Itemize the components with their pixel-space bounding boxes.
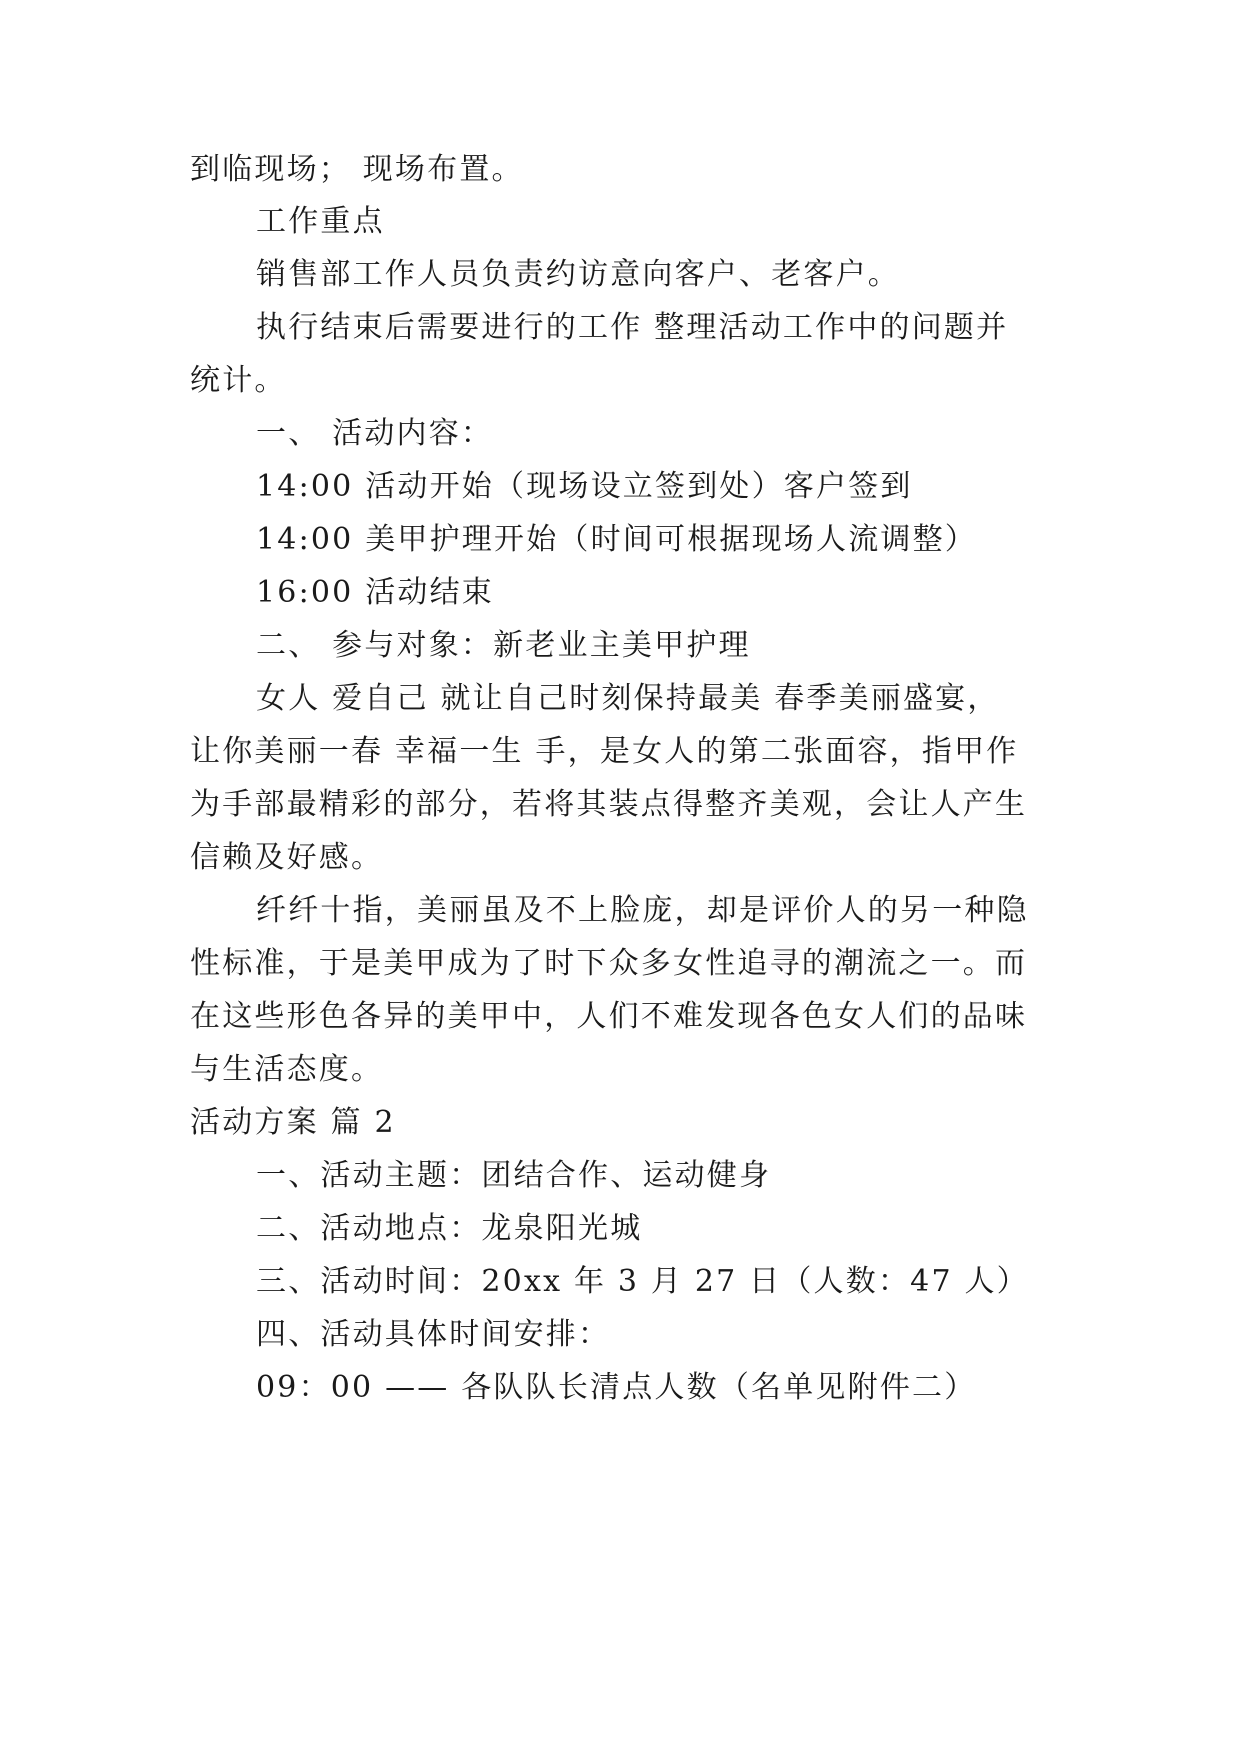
section-heading: 二、 参与对象：新老业主美甲护理 [256, 628, 751, 663]
text-line: 到临现场； 现场布置。 [190, 152, 524, 187]
text-line: 女人 爱自己 就让自己时刻保持最美 春季美丽盛宴， [256, 681, 1000, 716]
list-item: 三、活动时间：20xx 年 3 月 27 日（人数：47 人） [256, 1264, 1029, 1299]
text-line: 性标准，于是美甲成为了时下众多女性追寻的潮流之一。而 [190, 946, 1028, 981]
text-line: 在这些形色各异的美甲中，人们不难发现各色女人们的品味 [190, 999, 1028, 1034]
schedule-item: 09：00 —— 各队队长清点人数（名单见附件二） [256, 1370, 977, 1405]
text-line: 让你美丽一春 幸福一生 手，是女人的第二张面容，指甲作 [190, 734, 1019, 769]
list-item: 四、活动具体时间安排： [256, 1317, 611, 1352]
schedule-item: 16:00 活动结束 [256, 575, 494, 610]
text-line: 执行结束后需要进行的工作 整理活动工作中的问题并 [256, 310, 1009, 345]
text-line: 统计。 [190, 363, 287, 398]
text-line: 与生活态度。 [190, 1052, 384, 1087]
schedule-item: 14:00 活动开始（现场设立签到处）客户签到 [256, 469, 913, 504]
article-title: 活动方案 篇 2 [190, 1105, 396, 1140]
section-heading: 工作重点 [256, 204, 385, 239]
text-line: 为手部最精彩的部分，若将其装点得整齐美观，会让人产生 [190, 787, 1028, 822]
text-line: 销售部工作人员负责约访意向客户、老客户。 [256, 257, 900, 292]
text-line: 信赖及好感。 [190, 840, 384, 875]
section-heading: 一、 活动内容： [256, 416, 494, 451]
text-line: 纤纤十指，美丽虽及不上脸庞，却是评价人的另一种隐 [256, 893, 1029, 928]
list-item: 二、活动地点：龙泉阳光城 [256, 1211, 643, 1246]
schedule-item: 14:00 美甲护理开始（时间可根据现场人流调整） [256, 522, 977, 557]
list-item: 一、活动主题：团结合作、运动健身 [256, 1158, 772, 1193]
